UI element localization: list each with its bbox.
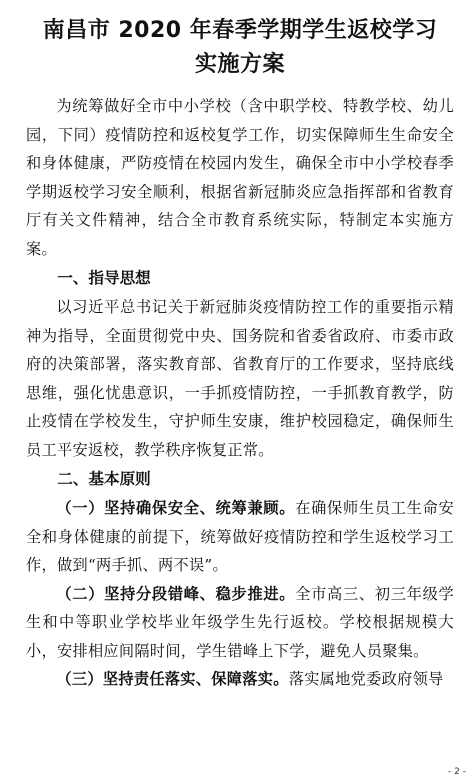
principle-paragraph-1: [26, 494, 454, 580]
intro-paragraph: 为统筹做好全市中小学校（含中职学校、特教学校、幼儿园，下同）疫情防控和返校复学工作，切实保障师生生命安全和身体健康，严防疫情在校园内发生，确保全市中小学校春季学期返校学习安全顺利，根据省新冠肺炎应急指挥部和省教育厅有关文件精神，结合全市教育系统实际，特制定本实施方案。: [26, 97, 454, 258]
principle-text-3: 落实属地党委政府领导: [288, 670, 444, 688]
principle-text-2: 全市高三、初三年级学生和中等职业学校毕业年级学生先行返校。学校根据规模大小，安排相应间隔时间，学生错峰上下学，避免人员聚集。: [26, 584, 455, 660]
document-title-line2: 实施方案: [194, 52, 285, 77]
principle-paragraph-2: [26, 580, 454, 666]
principle-lead-1: （一）坚持确保安全、统筹兼顾。: [56, 499, 296, 517]
principle-text-1: 在确保师生员工生命安全和身体健康的前提下，统筹做好疫情防控和学生返校学习工作，做到“两手抓、两不误”。: [26, 499, 455, 574]
principle-lead-2: （二）坚持分段错峰、稳步推进。: [56, 584, 296, 603]
principle-paragraph-3: [26, 665, 454, 694]
document-title-line1: 南昌市 2020 年春季学期学生返校学习: [42, 18, 438, 43]
section2-heading: 二、基本原则: [57, 470, 151, 488]
section1-heading: 一、指导思想: [57, 269, 151, 287]
section1-paragraph: 以习近平总书记关于新冠肺炎疫情防控工作的重要指示精神为指导，全面贯彻党中央、国务院和省委省政府、市委市政府的决策部署，落实教育部、省教育厅的工作要求，坚持底线思维，强化忧患意识，一手抓疫情防控，一手抓教育教学，防止疫情在学校发生，守护师生安康，维护校园稳定，确保师生员工平安返校，教学秩序恢复正常。: [26, 298, 454, 459]
principle-lead-3: （三）坚持责任落实、保障落实。: [56, 670, 289, 688]
page-number: - 2 -: [448, 767, 466, 777]
